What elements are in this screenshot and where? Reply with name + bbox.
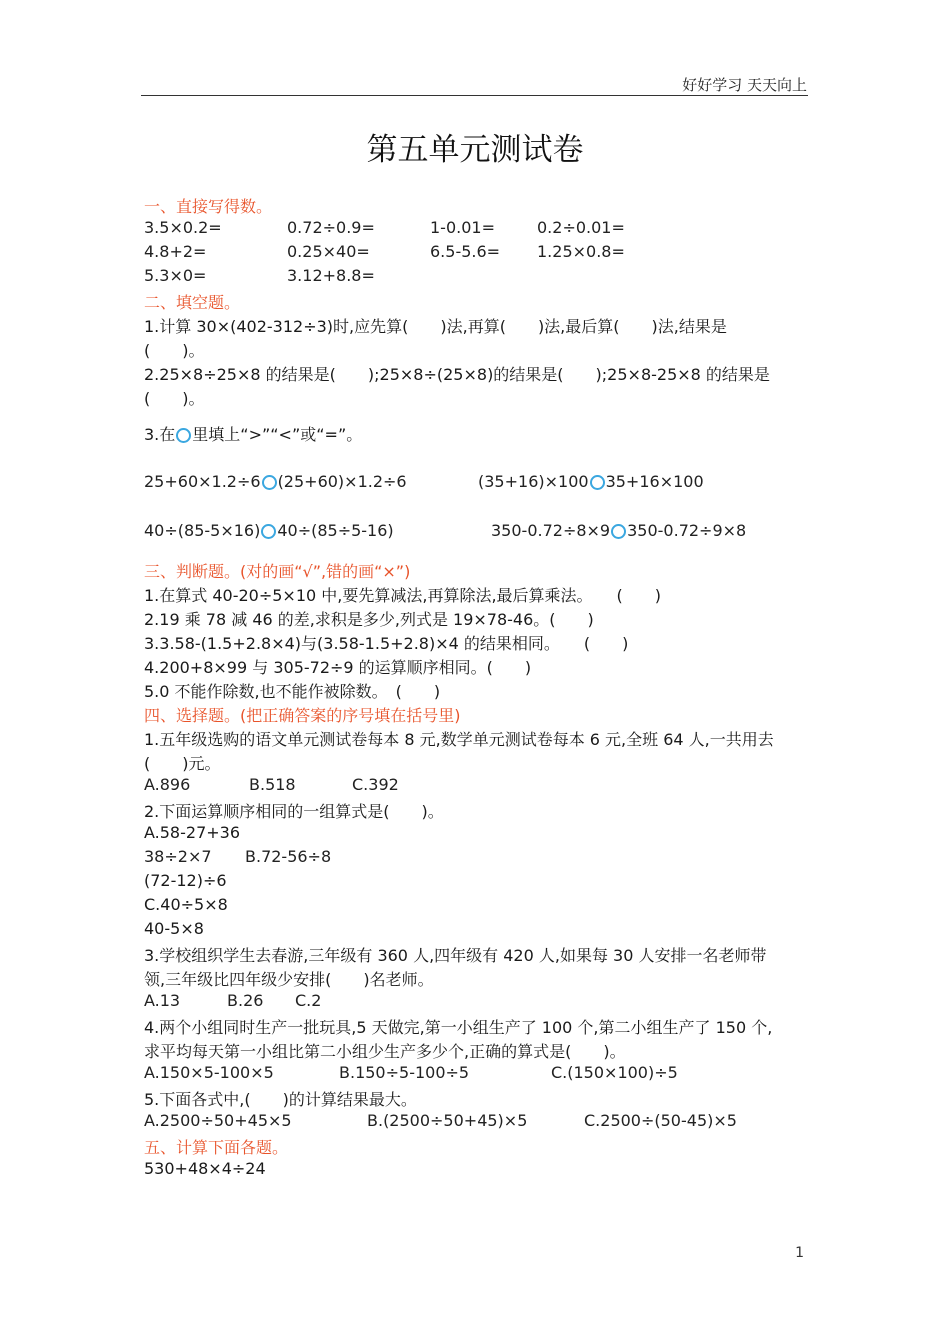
fill-question-3 bbox=[144, 422, 362, 445]
judge-question: 5.0 不能作除数,也不能作被除数。 ( ) bbox=[144, 682, 441, 701]
compare-left: 25+60×1.2÷6 bbox=[144, 472, 261, 491]
section-2-heading: 二、填空题。 bbox=[144, 293, 241, 312]
section-1-heading: 一、直接写得数。 bbox=[144, 197, 273, 216]
choice-option: C.2500÷(50-45)×5 bbox=[584, 1111, 737, 1130]
calc-item: 5.3×0= bbox=[144, 266, 207, 285]
header-rule bbox=[141, 95, 808, 96]
choice-question-4: 4.两个小组同时生产一批玩具,5 天做完,第一小组生产了 100 个,第二小组生产了 150 个, bbox=[144, 1018, 773, 1037]
calc-item: 1-0.01= bbox=[430, 218, 495, 237]
fill-question-1-cont: ( )。 bbox=[144, 341, 205, 360]
fill-question-3-pre: 3.在 bbox=[144, 425, 176, 444]
fill-question-1: 1.计算 30×(402-312÷3)时,应先算( )法,再算( )法,最后算( )法,结果是 bbox=[144, 317, 727, 336]
compare-right: (25+60)×1.2÷6 bbox=[277, 472, 407, 491]
compare-circle-icon bbox=[611, 524, 626, 539]
choice-question-4-cont: 求平均每天第一小组比第二小组少生产多少个,正确的算式是( )。 bbox=[144, 1042, 626, 1061]
compare-circle-icon bbox=[262, 475, 277, 490]
calc-item: 4.8+2= bbox=[144, 242, 207, 261]
choice-question-1: 1.五年级选购的语文单元测试卷每本 8 元,数学单元测试卷每本 6 元,全班 64 人,一共用去 bbox=[144, 730, 774, 749]
choice-option: A.2500÷50+45×5 bbox=[144, 1111, 292, 1130]
page-number: 1 bbox=[795, 1245, 804, 1261]
choice-option: B.26 bbox=[227, 991, 264, 1010]
choice-option: (72-12)÷6 bbox=[144, 871, 227, 890]
choice-question-3-cont: 领,三年级比四年级少安排( )名老师。 bbox=[144, 970, 434, 989]
compare-item bbox=[144, 472, 407, 491]
choice-question-2: 2.下面运算顺序相同的一组算式是( )。 bbox=[144, 802, 444, 821]
choice-question-3: 3.学校组织学生去春游,三年级有 360 人,四年级有 420 人,如果每 30 人安排一名老师带 bbox=[144, 946, 767, 965]
calc-item: 3.12+8.8= bbox=[287, 266, 375, 285]
calc-item: 0.25×40= bbox=[287, 242, 370, 261]
calc-item: 3.5×0.2= bbox=[144, 218, 222, 237]
page-title: 第五单元测试卷 bbox=[366, 132, 584, 168]
compare-left: (35+16)×100 bbox=[478, 472, 589, 491]
choice-option: B.518 bbox=[249, 775, 296, 794]
choice-option: C.392 bbox=[352, 775, 399, 794]
choice-option: 38÷2×7 bbox=[144, 847, 212, 866]
page-header-text: 好好学习 天天向上 bbox=[682, 76, 807, 94]
calc-item: 1.25×0.8= bbox=[537, 242, 625, 261]
section-3-heading: 三、判断题。(对的画“√”,错的画“×”) bbox=[144, 562, 411, 581]
compare-circle-icon bbox=[261, 524, 276, 539]
fill-question-2: 2.25×8÷25×8 的结果是( );25×8÷(25×8)的结果是( );25×8-25×8 的结果是 bbox=[144, 365, 770, 384]
choice-option: A.13 bbox=[144, 991, 181, 1010]
compare-circle-icon bbox=[590, 475, 605, 490]
calc-item: 0.2÷0.01= bbox=[537, 218, 625, 237]
choice-option: C.(150×100)÷5 bbox=[551, 1063, 678, 1082]
judge-question: 4.200+8×99 与 305-72÷9 的运算顺序相同。( ) bbox=[144, 658, 532, 677]
choice-option: A.896 bbox=[144, 775, 191, 794]
choice-option: A.150×5-100×5 bbox=[144, 1063, 274, 1082]
choice-option: B.(2500÷50+45)×5 bbox=[367, 1111, 528, 1130]
compare-circle-icon bbox=[176, 428, 191, 443]
choice-option: B.72-56÷8 bbox=[245, 847, 332, 866]
compute-question: 530+48×4÷24 bbox=[144, 1159, 266, 1178]
judge-question: 3.3.58-(1.5+2.8×4)与(3.58-1.5+2.8)×4 的结果相同。 ( ) bbox=[144, 634, 629, 653]
choice-question-5: 5.下面各式中,( )的计算结果最大。 bbox=[144, 1090, 417, 1109]
choice-option: 40-5×8 bbox=[144, 919, 204, 938]
compare-left: 350-0.72÷8×9 bbox=[491, 521, 611, 540]
calc-item: 6.5-5.6= bbox=[430, 242, 501, 261]
compare-item bbox=[491, 521, 746, 540]
compare-right: 350-0.72÷9×8 bbox=[627, 521, 747, 540]
compare-item bbox=[144, 521, 394, 540]
calc-item: 0.72÷0.9= bbox=[287, 218, 375, 237]
compare-left: 40÷(85-5×16) bbox=[144, 521, 261, 540]
choice-option: C.2 bbox=[295, 991, 322, 1010]
fill-question-2-cont: ( )。 bbox=[144, 389, 205, 408]
fill-question-3-post: 里填上“>”“<”或“=”。 bbox=[192, 425, 363, 444]
judge-question: 1.在算式 40-20÷5×10 中,要先算减法,再算除法,最后算乘法。 ( ) bbox=[144, 586, 662, 605]
compare-item bbox=[478, 472, 704, 491]
choice-question-1-cont: ( )元。 bbox=[144, 754, 221, 773]
section-5-heading: 五、计算下面各题。 bbox=[144, 1138, 289, 1157]
compare-right: 40÷(85÷5-16) bbox=[277, 521, 394, 540]
compare-right: 35+16×100 bbox=[605, 472, 704, 491]
section-4-heading: 四、选择题。(把正确答案的序号填在括号里) bbox=[144, 706, 461, 725]
choice-option: A.58-27+36 bbox=[144, 823, 241, 842]
choice-option: B.150÷5-100÷5 bbox=[339, 1063, 470, 1082]
choice-option: C.40÷5×8 bbox=[144, 895, 228, 914]
judge-question: 2.19 乘 78 减 46 的差,求积是多少,列式是 19×78-46。( ) bbox=[144, 610, 594, 629]
